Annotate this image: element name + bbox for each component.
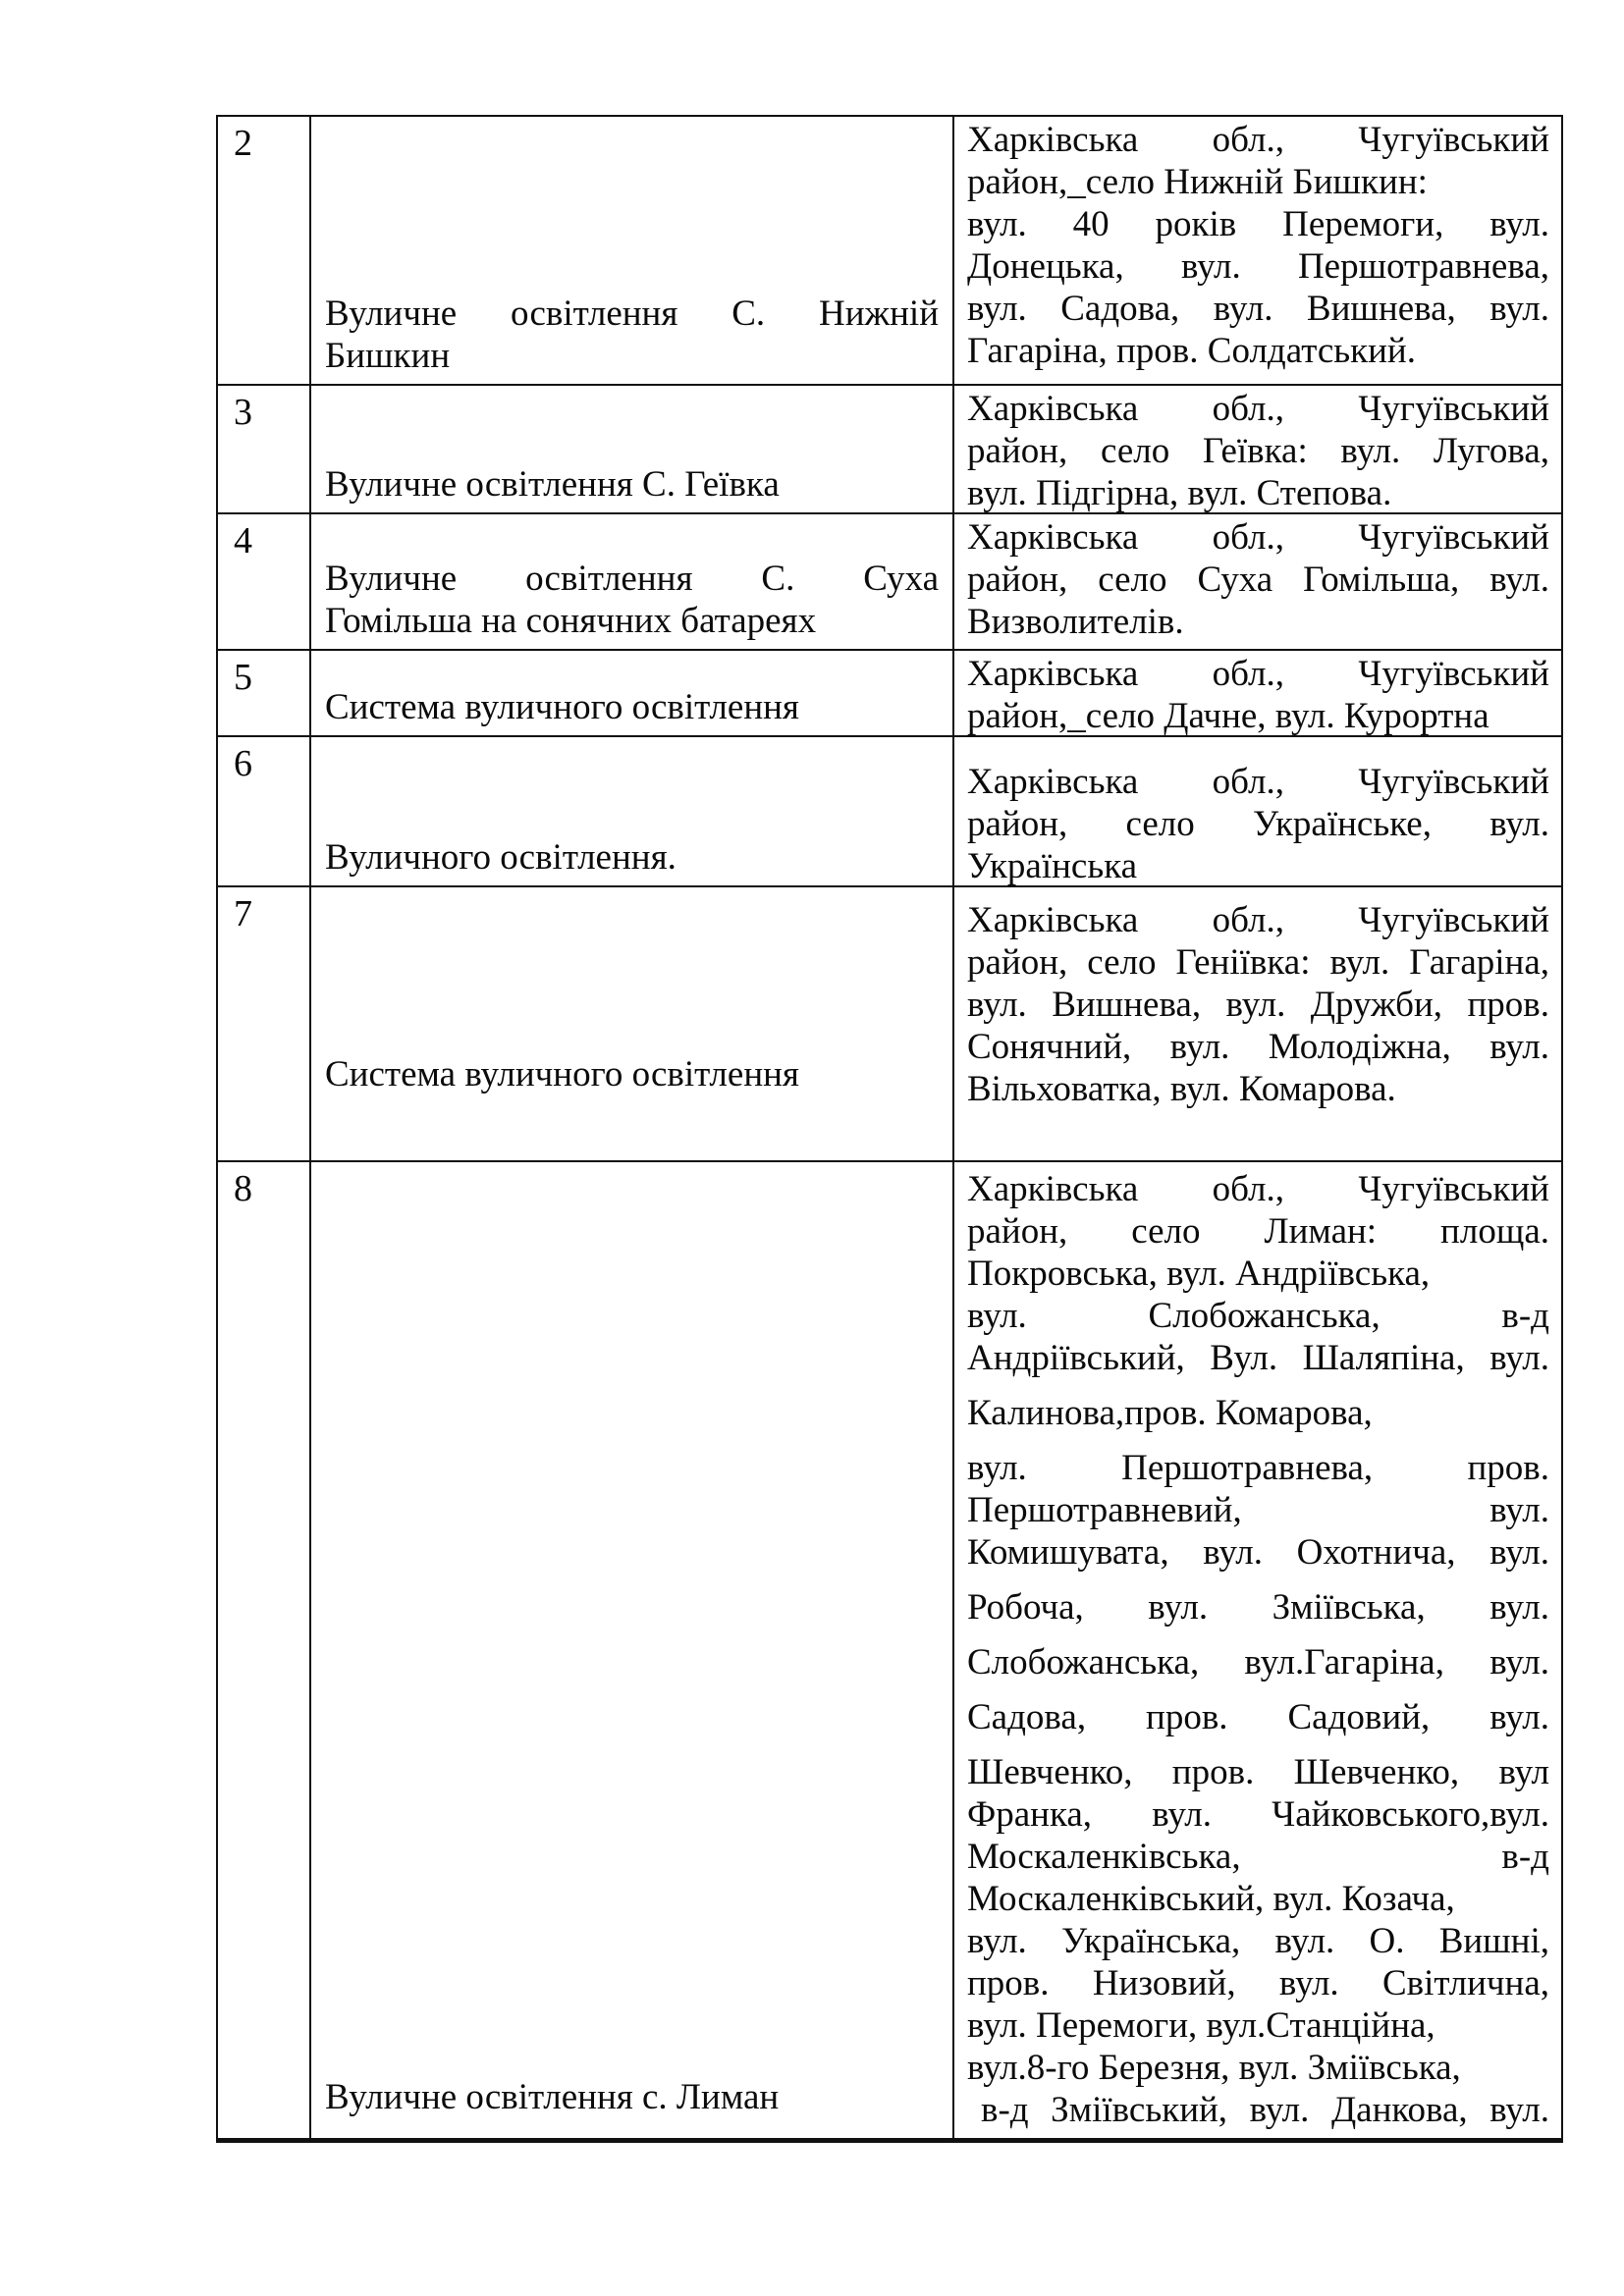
row-number: 8: [234, 1168, 252, 1209]
text-line: Харківська обл., Чугуївський: [967, 762, 1549, 802]
text-line: Сонячний, вул. Молодіжна, вул.: [967, 1027, 1549, 1067]
text-line: Українська: [967, 846, 1138, 886]
text-line: Харківська обл., Чугуївський: [967, 654, 1549, 694]
row-number-cell: [218, 887, 311, 1160]
table-row: [218, 117, 1561, 386]
row-number: 3: [234, 392, 252, 433]
row-number: 2: [234, 123, 252, 164]
row-number: 4: [234, 520, 252, 561]
asset-address-cell: [954, 737, 1561, 885]
table-row: [218, 386, 1561, 514]
asset-address-cell: [954, 117, 1561, 384]
text-line: район, село Геївка: вул. Лугова,: [967, 431, 1549, 471]
text-line: Харківська обл., Чугуївський: [967, 517, 1549, 558]
text-line: Харківська обл., Чугуївський: [967, 120, 1549, 160]
text-line: Вуличне освітлення с. Лиман: [325, 2077, 780, 2117]
asset-address-cell: [954, 887, 1561, 1160]
text-line: Харківська обл., Чугуївський: [967, 389, 1549, 429]
text-line: Шевченко, пров. Шевченко, вул: [967, 1752, 1549, 1792]
text-line: Покровська, вул. Андріївська,: [967, 1254, 1431, 1294]
asset-name-cell: [311, 651, 954, 735]
asset-address-cell: [954, 386, 1561, 512]
asset-name-cell: [311, 514, 954, 649]
text-line: вул. 40 років Перемоги, вул.: [967, 204, 1549, 244]
row-number-cell: [218, 514, 311, 649]
table-row: [218, 737, 1561, 887]
text-line: Гагаріна, пров. Солдатський.: [967, 331, 1416, 371]
text-line: Калинова,пров. Комарова,: [967, 1393, 1373, 1433]
asset-name-cell: [311, 737, 954, 885]
text-line: Визволителів.: [967, 602, 1184, 642]
text-line: район, село Геніївка: вул. Гагаріна,: [967, 942, 1549, 983]
text-line: Бишкин: [325, 336, 451, 376]
text-line: Робоча, вул. Зміївська, вул.: [967, 1587, 1549, 1628]
row-number: 5: [234, 657, 252, 698]
text-line: Харківська обл., Чугуївський: [967, 900, 1549, 940]
text-line: район,_село Нижній Бишкин:: [967, 162, 1428, 202]
text-line: район, село Лиман: площа.: [967, 1211, 1549, 1252]
text-line: район, село Українське, вул.: [967, 804, 1549, 844]
text-line: Гомільша на сонячних батареях: [325, 601, 817, 641]
text-line: вул. Слобожанська, в-д: [967, 1296, 1549, 1336]
row-number-cell: [218, 651, 311, 735]
text-line: вул. Українська, вул. О. Вишні,: [967, 1921, 1549, 1961]
text-line: Андріївський, Вул. Шаляпіна, вул.: [967, 1338, 1549, 1378]
text-line: Вільховатка, вул. Комарова.: [967, 1069, 1396, 1109]
text-line: Вуличне освітлення С. Нижній: [325, 294, 939, 334]
text-line: вул. Садова, вул. Вишнева, вул.: [967, 289, 1549, 329]
text-line: район,_село Дачне, вул. Курортна: [967, 696, 1489, 736]
text-line: Донецька, вул. Першотравнева,: [967, 246, 1549, 287]
text-line: Вуличного освітлення.: [325, 837, 677, 878]
text-line: Москаленківський, вул. Козача,: [967, 1879, 1455, 1919]
text-line: Система вуличного освітлення: [325, 1054, 799, 1095]
table-row: [218, 887, 1561, 1162]
text-line: вул. Перемоги, вул.Станційна,: [967, 2005, 1435, 2046]
text-line: вул. Вишнева, вул. Дружби, пров.: [967, 985, 1549, 1025]
assets-table: [216, 115, 1563, 2143]
text-line: Першотравневий, вул.: [967, 1490, 1549, 1530]
text-line: в-д Зміївський, вул. Данкова, вул.: [981, 2090, 1549, 2130]
text-line: Вуличне освітлення С. Суха: [325, 559, 939, 599]
asset-address-cell: [954, 1162, 1561, 2138]
asset-name-cell: [311, 887, 954, 1160]
asset-address-cell: [954, 514, 1561, 649]
row-number: 6: [234, 743, 252, 784]
asset-address-cell: [954, 651, 1561, 735]
text-line: район, село Суха Гомільша, вул.: [967, 560, 1549, 600]
text-line: Комишувата, вул. Охотнича, вул.: [967, 1532, 1549, 1573]
text-line: пров. Низовий, вул. Світлична,: [967, 1963, 1549, 2003]
table-row: [218, 651, 1561, 737]
text-line: Франка, вул. Чайковського,вул.: [967, 1794, 1549, 1835]
text-line: Вуличне освітлення С. Геївка: [325, 464, 780, 505]
text-line: вул. Першотравнева, пров.: [967, 1448, 1549, 1488]
row-number-cell: [218, 737, 311, 885]
row-number-cell: [218, 117, 311, 384]
text-line: Слобожанська, вул.Гагаріна, вул.: [967, 1642, 1549, 1682]
row-number: 7: [234, 893, 252, 934]
asset-name-cell: [311, 1162, 954, 2138]
row-number-cell: [218, 386, 311, 512]
text-line: вул.8-го Березня, вул. Зміївська,: [967, 2048, 1461, 2088]
asset-name-cell: [311, 117, 954, 384]
text-line: вул. Підгірна, вул. Степова.: [967, 473, 1392, 513]
text-line: Садова, пров. Садовий, вул.: [967, 1697, 1549, 1737]
text-line: Система вуличного освітлення: [325, 687, 799, 727]
table-row: [218, 1162, 1561, 2138]
text-line: Москаленківська, в-д: [967, 1837, 1549, 1877]
table-row: [218, 514, 1561, 651]
asset-name-cell: [311, 386, 954, 512]
row-number-cell: [218, 1162, 311, 2138]
text-line: Харківська обл., Чугуївський: [967, 1169, 1549, 1209]
